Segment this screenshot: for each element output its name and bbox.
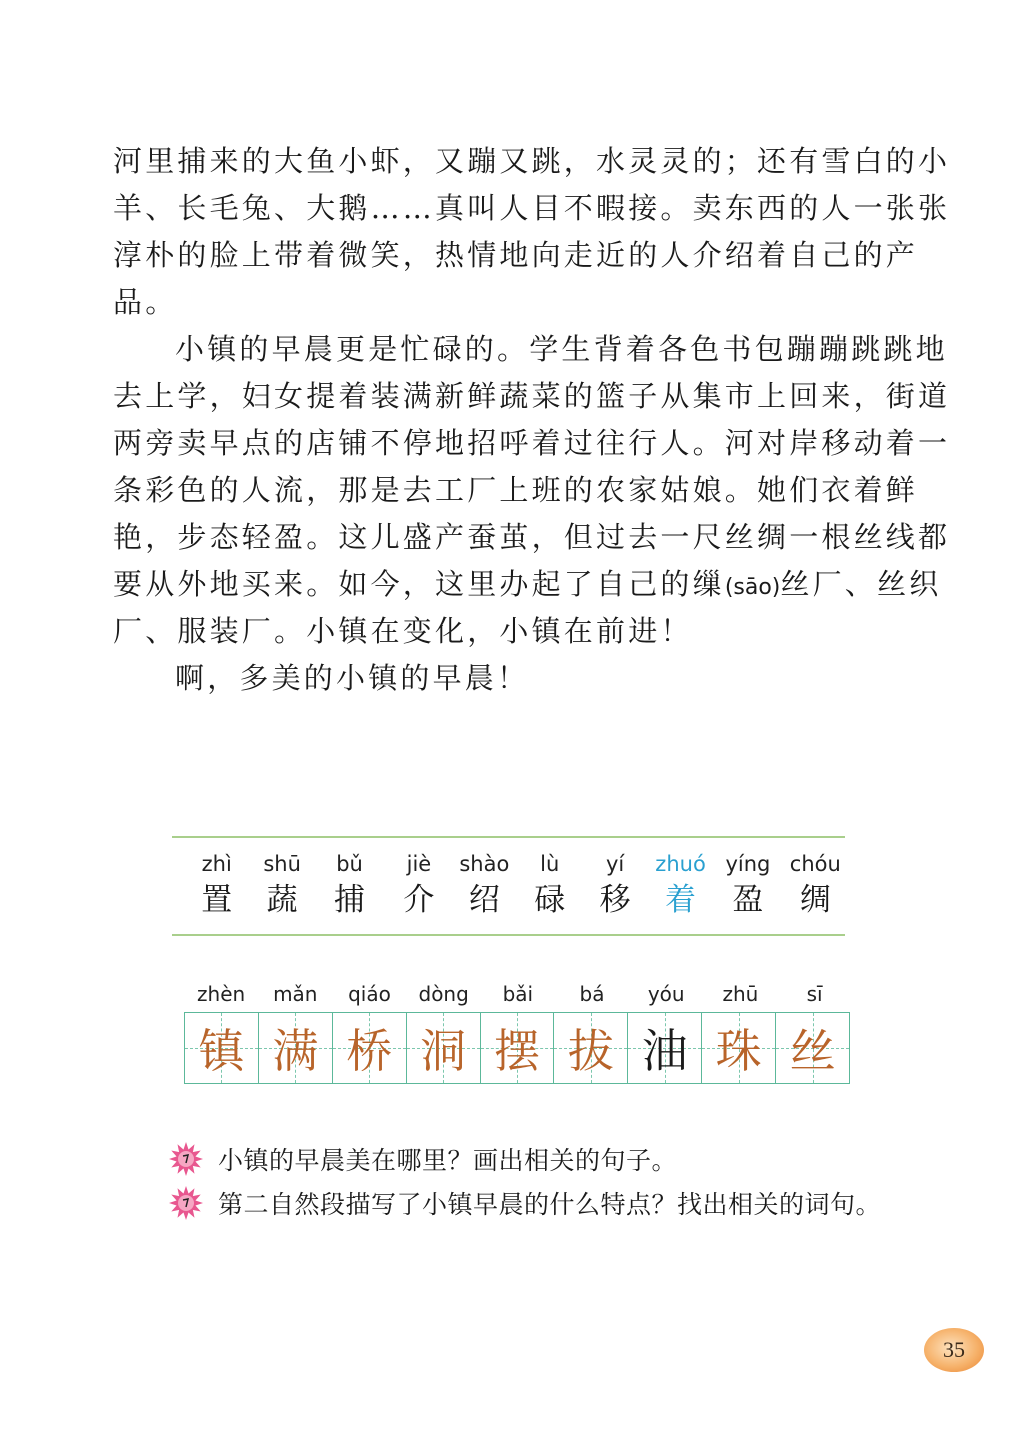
word-item-highlighted (650, 850, 711, 922)
hanzi: 桥 (346, 1024, 393, 1078)
passage-line: 去上学，妇女提着装满新鲜蔬菜的篮子从集市上回来，街道 (113, 379, 951, 413)
passage-text: 丝厂、丝织 (780, 567, 942, 601)
grid-cell (776, 1013, 849, 1083)
word-item (519, 850, 580, 922)
passage-line: 淳朴的脸上带着微笑，热情地向走近的人介绍着自己的产 (113, 238, 919, 272)
flower-bullet-icon (168, 1141, 204, 1177)
pinyin: sī (806, 982, 823, 1006)
recognize-words-row (186, 850, 846, 922)
pinyin: bǎi (502, 982, 534, 1006)
hanzi: 移 (599, 882, 631, 918)
flower-bullet-icon (168, 1185, 204, 1221)
word-item (584, 850, 645, 922)
pinyin: mǎn (273, 982, 318, 1006)
divider-top (172, 836, 845, 838)
passage-line: 品。 (113, 285, 178, 319)
grid-cell (259, 1013, 333, 1083)
pinyin: zhuó (655, 852, 706, 876)
hanzi: 置 (201, 882, 233, 918)
grid-cell (407, 1013, 481, 1083)
pinyin: yóu (647, 982, 685, 1006)
pinyin: jiè (406, 852, 432, 876)
grid-cell (702, 1013, 776, 1083)
questions (168, 1137, 881, 1225)
inline-pinyin: (sāo) (724, 575, 781, 600)
hanzi: 镇 (198, 1024, 245, 1078)
word-item (785, 850, 846, 922)
pinyin: zhèn (197, 982, 246, 1006)
passage-text: 要从外地买来。如今，这里办起了自己的缫 (113, 567, 725, 601)
pinyin: bǔ (336, 852, 363, 876)
hanzi: 捕 (334, 882, 366, 918)
pinyin: chóu (789, 852, 841, 876)
hanzi: 摆 (494, 1024, 540, 1078)
word-item (319, 850, 380, 922)
question-item (168, 1181, 881, 1225)
pinyin: dòng (418, 982, 469, 1006)
hanzi: 碌 (534, 882, 566, 918)
write-pinyin-row (184, 982, 852, 1006)
hanzi: 绸 (799, 882, 831, 918)
pinyin: qiáo (348, 982, 391, 1006)
pinyin: bá (579, 982, 605, 1006)
passage-line: 小镇的早晨更是忙碌的。学生背着各色书包蹦蹦跳跳地 (175, 332, 948, 366)
word-item (186, 850, 247, 922)
pinyin: zhū (722, 982, 759, 1006)
passage (113, 138, 951, 702)
page-number-badge (924, 1328, 984, 1372)
grid-cell (185, 1013, 259, 1083)
passage-line: 河里捕来的大鱼小虾，又蹦又跳，水灵灵的；还有雪白的小 (113, 144, 951, 178)
passage-line: 厂、服装厂。小镇在变化，小镇在前进！ (113, 614, 693, 648)
passage-line: 两旁卖早点的店铺不停地招呼着过往行人。河对岸移动着一 (113, 426, 951, 460)
grid-cell (554, 1013, 628, 1083)
grid-cell (333, 1013, 407, 1083)
pinyin: yí (606, 852, 625, 876)
question-text: 小镇的早晨美在哪里？画出相关的句子。 (218, 1146, 678, 1175)
passage-line: 条彩色的人流，那是去工厂上班的农家姑娘。她们衣着鲜 (113, 473, 919, 507)
pinyin: yíng (725, 852, 771, 876)
hanzi: 油 (641, 1024, 688, 1078)
hanzi: 珠 (715, 1024, 762, 1078)
passage-line (113, 561, 942, 608)
hanzi: 洞 (420, 1024, 467, 1078)
pinyin: lù (540, 852, 560, 876)
word-item (454, 850, 515, 922)
hanzi: 拔 (567, 1024, 614, 1078)
grid-cell (628, 1013, 702, 1083)
hanzi: 介 (403, 882, 435, 918)
pinyin: zhì (201, 852, 232, 876)
word-item (388, 850, 449, 922)
hanzi: 盈 (732, 882, 764, 918)
word-item (251, 850, 312, 922)
divider-bottom (172, 934, 845, 936)
passage-line: 啊，多美的小镇的早晨！ (175, 661, 530, 695)
hanzi: 着 (665, 882, 697, 918)
word-item (715, 850, 780, 922)
pinyin: shào (459, 852, 510, 876)
writing-grid (184, 1012, 850, 1084)
question-text: 第二自然段描写了小镇早晨的什么特点？找出相关的词句。 (218, 1190, 882, 1219)
passage-line: 艳，步态轻盈。这儿盛产蚕茧，但过去一尺丝绸一根丝线都 (113, 520, 951, 554)
question-item (168, 1137, 881, 1181)
hanzi: 绍 (468, 882, 500, 918)
hanzi: 丝 (789, 1024, 836, 1078)
hanzi: 蔬 (266, 882, 298, 918)
hanzi: 满 (272, 1024, 319, 1078)
pinyin: shū (263, 852, 301, 876)
grid-cell (481, 1013, 555, 1083)
passage-line: 羊、长毛兔、大鹅……真叫人目不暇接。卖东西的人一张张 (113, 191, 951, 225)
page-number: 35 (943, 1337, 965, 1362)
